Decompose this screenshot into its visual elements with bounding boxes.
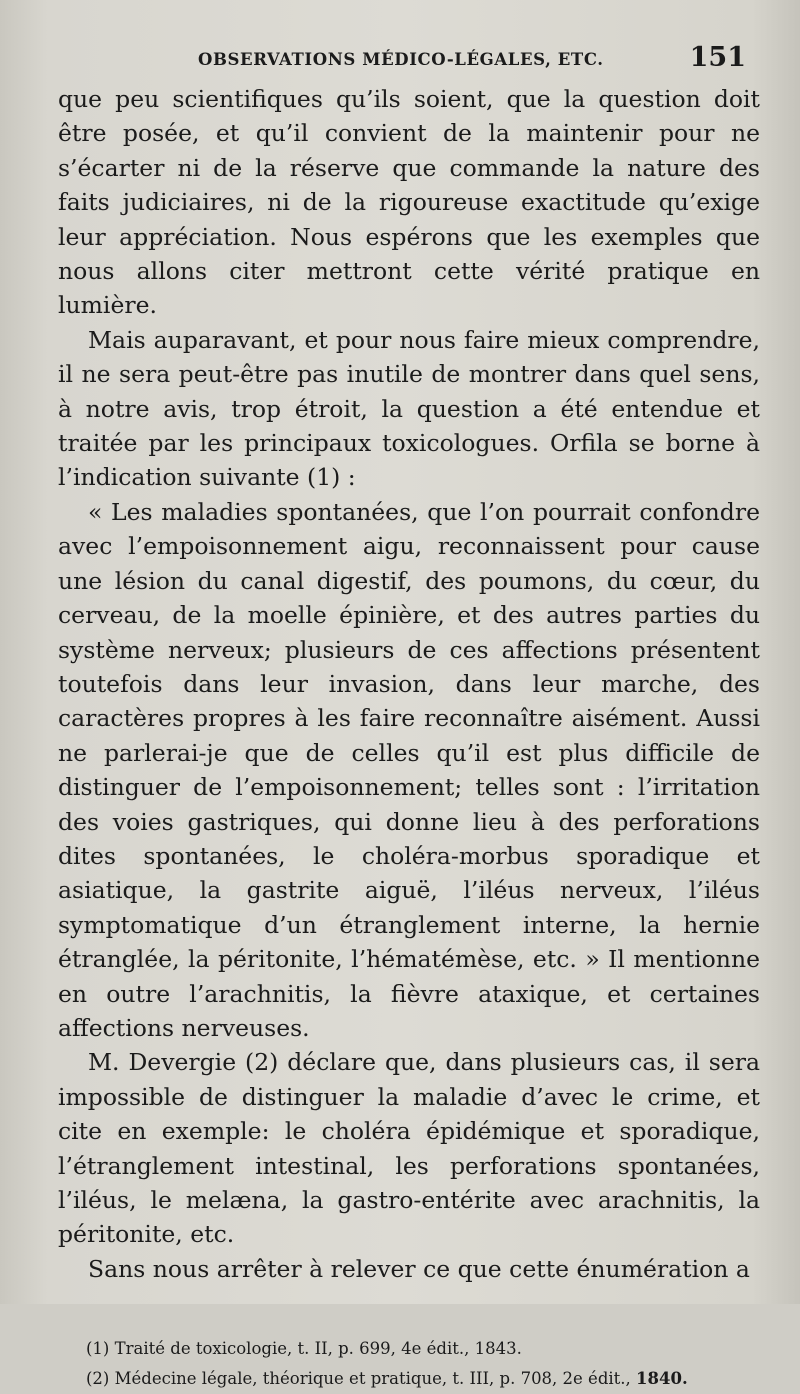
footnote-details: , t. II, p. 699, 4e édit., 1843. <box>286 1339 522 1359</box>
running-title: OBSERVATIONS MÉDICO-LÉGALES, ETC. <box>198 50 604 69</box>
footnote-mark: (1) <box>86 1339 110 1359</box>
paragraph-devergie: M. Devergie (2) déclare que, dans plusieurs cas, il sera impossible de distinguer la maladie d’avec le crime, et cite en exemple: le choléra épidémique et sporadique, l’étranglement intestinal, les perforations spontanées, l’iléus, le melæna, la gastro-entérite avec arachnitis, la péritonite, etc. <box>58 1048 760 1249</box>
page-header <box>58 42 760 82</box>
footnotes <box>58 1334 760 1394</box>
footnote-details: , t. III, p. 708, 2e édit., <box>441 1369 631 1389</box>
footnote-mark: (2) <box>86 1369 110 1389</box>
page-number: 151 <box>689 42 746 73</box>
footnote-1 <box>58 1334 760 1364</box>
paragraph-orfila-quote: « Les maladies spontanées, que l’on pourrait confondre avec l’empoisonnement aigu, reconnaissent pour cause une lésion du canal digestif, des poumons, du cœur, du cerveau, de la moelle épinière, et des autres parties du système nerveux; plusieurs de ces affections présentent toutefois dans leur invasion, dans leur marche, des caractères propres à les faire reconnaître aisément. Aussi ne parlerai-je que de celles qu’il est plus difficile de distinguer de l’empoisonnement; telles sont : l’irritation des voies gastriques, qui donne lieu à des perforations dites spontanées, le choléra-morbus sporadique et asiatique, la gastrite aiguë, l’iléus nerveux, l’iléus symptomatique d’un étranglement interne, la hernie étranglée, la péritonite, l’hématémèse, etc. » Il mentionne en outre l’arachnitis, la fièvre ataxique, et certaines affections nerveuses. <box>58 497 760 1042</box>
paragraph-continuation: que peu scientifiques qu’ils soient, que la question doit être posée, et qu’il convient de la maintenir pour ne s’écarter ni de la réserve que commande la nature des faits judiciaires, ni de la rigoureuse exactitude qu’exige leur appréciation. Nous espérons que les exemples que nous allons citer mettront cette vérité pratique en lumière. <box>58 85 760 320</box>
paragraph-toxicologists: Mais auparavant, et pour nous faire mieux comprendre, il ne sera peut-être pas inutile de montrer dans quel sens, à notre avis, trop étroit, la question a été entendue et traitée par les principaux toxicologues. Orfila se borne à l’indication suivante (1) : <box>58 325 760 492</box>
footnote-2 <box>58 1364 760 1394</box>
footnote-title: Traité de toxicologie <box>114 1339 287 1359</box>
paragraph-enumeration: Sans nous arrêter à relever ce que cette énumération a <box>88 1254 750 1283</box>
footnote-year: 1840. <box>636 1369 688 1389</box>
body-text <box>58 82 760 1286</box>
footnote-title: Médecine légale, théorique et pratique <box>114 1369 442 1389</box>
